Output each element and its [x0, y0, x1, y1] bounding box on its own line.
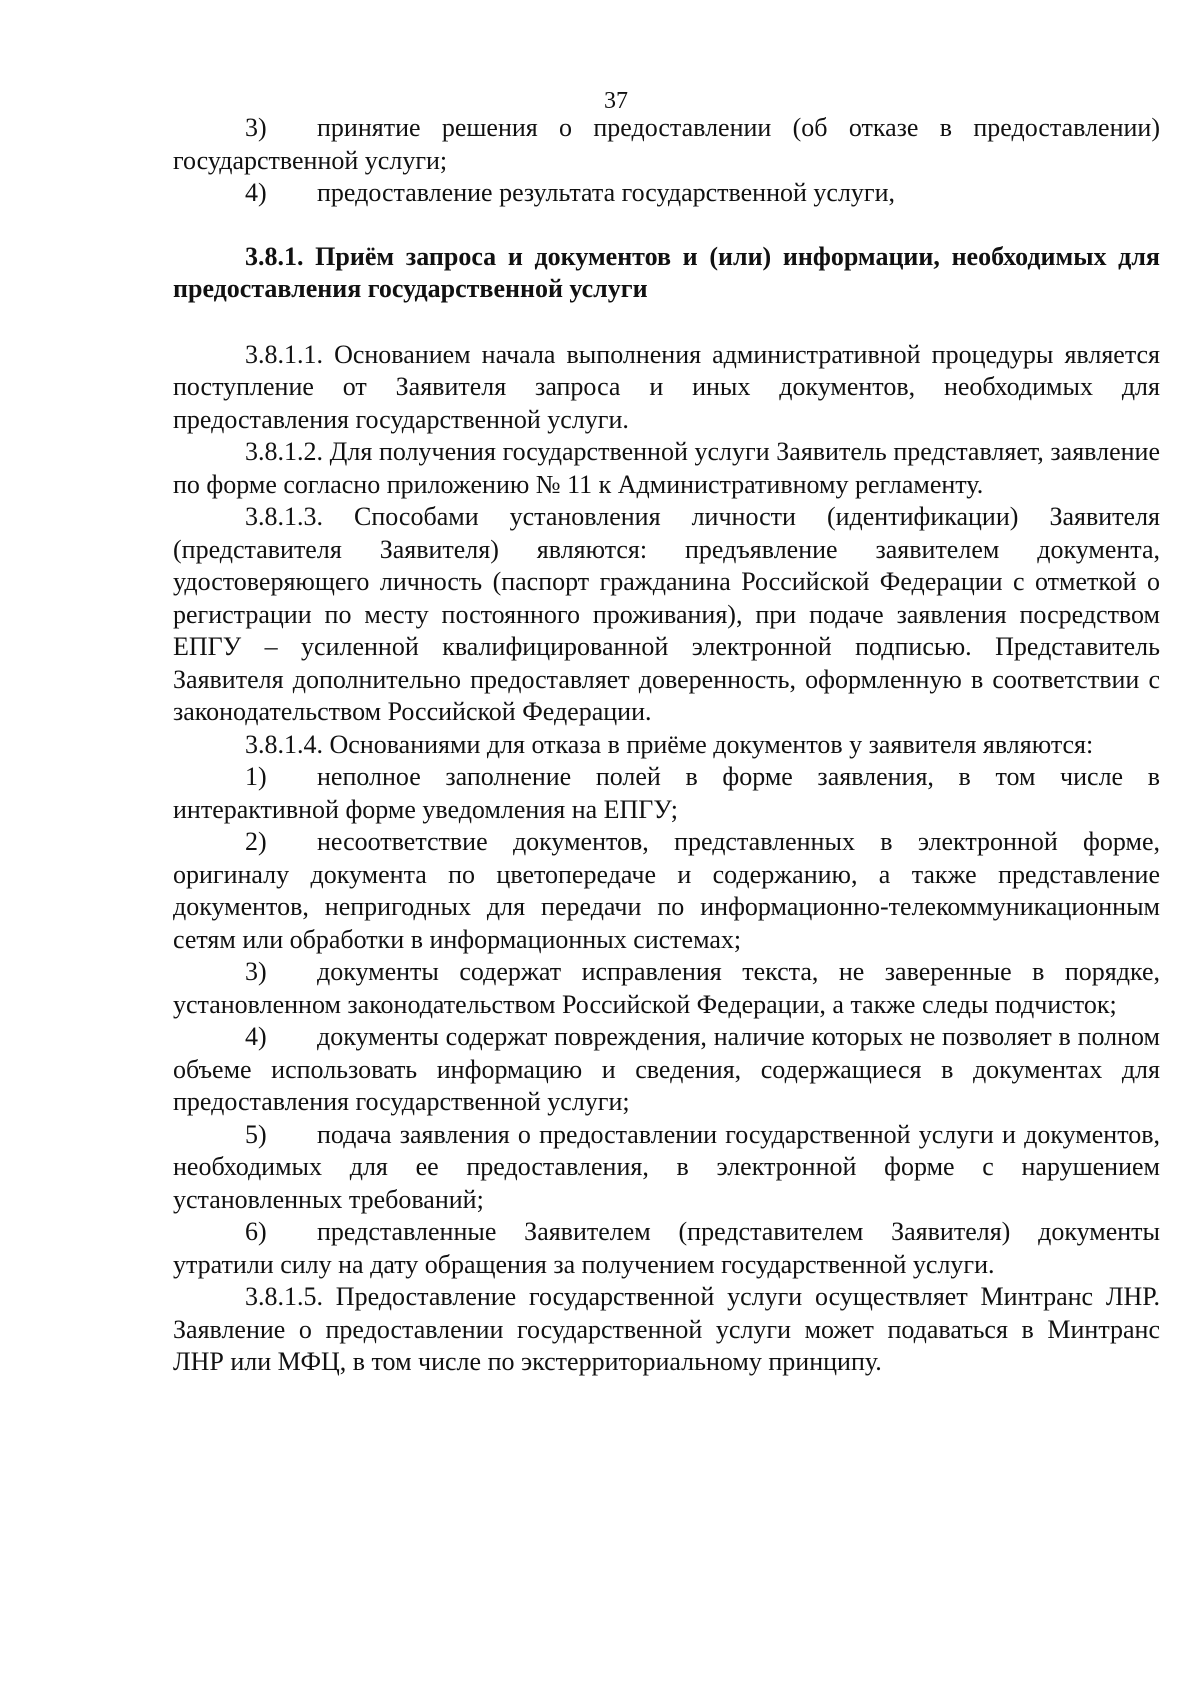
clause-text: Способами установления личности (идентификации) Заявителя (представителя Заявителя) являются: предъявление заявителем документа, удостоверяющего личность (паспорт гражданина Российской Федерации с отметкой о регистрации по месту постоянного проживания), при подаче заявления посредством ЕПГУ – усиленной квалифицированной электронной подписью. Представитель Заявителя дополнительно предоставляет доверенность, оформленную в соответствии с законодательством Российской Федерации. [173, 502, 1160, 726]
list-item-text: принятие решения о предоставлении (об отказе в предоставлении) государственной услуги; [173, 113, 1160, 175]
list-item-text: представленные Заявителем (представителем Заявителя) документы утратили силу на дату обращения за получением государственной услуги. [173, 1217, 1160, 1279]
list-item-number: 2) [245, 827, 267, 856]
list-item-text: документы содержат повреждения, наличие которых не позволяет в полном объеме использовать информацию и сведения, содержащиеся в документах для предоставления государственной услуги; [173, 1022, 1160, 1116]
list-item-text: предоставление результата государственной услуги, [317, 178, 896, 207]
clause-paragraph [173, 339, 1160, 437]
clause-text: Для получения государственной услуги Заявитель представляет, заявление по форме согласно приложению № 11 к Административному регламенту. [173, 437, 1161, 499]
list-item-number: 3) [245, 957, 267, 986]
list-item [173, 826, 1160, 956]
list-item-text: несоответствие документов, представленных в электронной форме, оригиналу документа по цветопередаче и содержанию, а также представление документов, непригодных для передачи по информационно-телекоммуникационным сетям или обработки в информационных системах; [173, 827, 1160, 954]
list-item [173, 177, 1160, 210]
list-item-number: 4) [245, 1022, 267, 1051]
clause-number: 3.8.1.1. [245, 339, 323, 369]
clause-number: 3.8.1.5. [245, 1282, 323, 1311]
list-item [173, 1216, 1160, 1281]
clause-paragraph [173, 436, 1160, 501]
clause-text: Основаниями для отказа в приёме документов у заявителя являются: [329, 729, 1094, 759]
clause-paragraph [173, 1281, 1160, 1379]
page-number: 37 [604, 88, 628, 114]
clause-number: 3.8.1.3. [245, 502, 323, 531]
clause-paragraph [173, 501, 1160, 729]
list-item-number: 1) [245, 762, 267, 791]
list-item-text: документы содержат исправления текста, не заверенные в порядке, установленном законодательством Российской Федерации, а также следы подчисток; [173, 957, 1160, 1019]
list-item-number: 4) [245, 178, 267, 207]
list-item [173, 956, 1160, 1021]
list-item-number: 6) [245, 1217, 267, 1246]
list-item [173, 112, 1160, 177]
list-item-number: 3) [245, 113, 267, 142]
list-item [173, 1119, 1160, 1217]
clause-paragraph [173, 729, 1160, 762]
clause-number: 3.8.1.4. [245, 729, 323, 759]
list-item-text: неполное заполнение полей в форме заявления, в том числе в интерактивной форме уведомления на ЕПГУ; [173, 762, 1160, 824]
list-item-number: 5) [245, 1119, 267, 1149]
list-item [173, 1021, 1160, 1119]
section-heading: 3.8.1. Приём запроса и документов и (или) информации, необходимых для предоставления государственной услуги [173, 241, 1160, 303]
document-body [173, 112, 1160, 1379]
clause-text: Предоставление государственной услуги осуществляет Минтранс ЛНР. Заявление о предоставлении государственной услуги может подаваться в Минтранс ЛНР или МФЦ, в том числе по экстерриториальному принципу. [173, 1282, 1161, 1376]
clause-number: 3.8.1.2. [245, 437, 323, 466]
list-item [173, 761, 1160, 826]
list-item-text: подача заявления о предоставлении государственной услуги и документов, необходимых для ее предоставления, в электронной форме с нарушением установленных требований; [173, 1119, 1160, 1214]
clause-text: Основанием начала выполнения административной процедуры является поступление от Заявителя запроса и иных документов, необходимых для предоставления государственной услуги. [173, 339, 1160, 434]
